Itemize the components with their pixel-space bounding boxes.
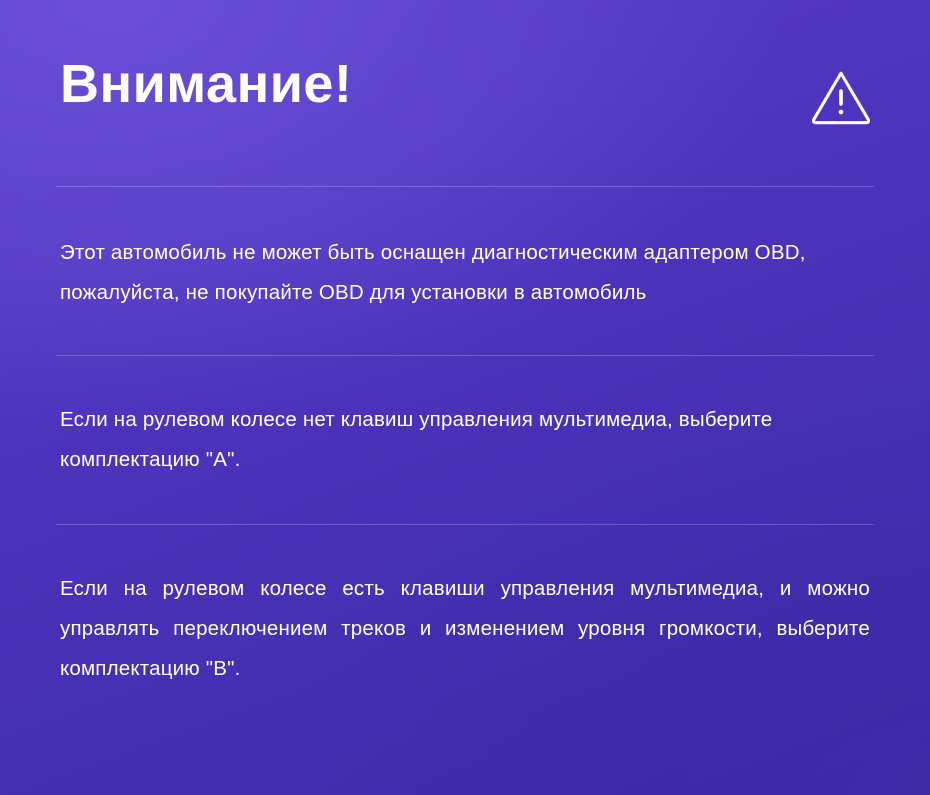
section-trim-a-notice [56, 356, 874, 524]
section-trim-b-notice [56, 525, 874, 733]
section-trim-b-text: Если на рулевом колесе есть клавиши управления мультимедиа, и можно управлять переключением треков и изменением уровня громкости, выберите комплектацию "B". [60, 576, 870, 680]
section-obd-notice [56, 187, 874, 355]
section-trim-a-text: Если на рулевом колесе нет клавиш управления мультимедиа, выберите комплектацию "А". [60, 407, 773, 471]
warning-triangle-icon [810, 66, 872, 128]
notice-header [56, 56, 874, 128]
page-title: Внимание! [60, 54, 353, 114]
section-obd-text: Этот автомобиль не может быть оснащен диагностическим адаптером OBD, пожалуйста, не покупайте OBD для установки в автомобиль [60, 241, 806, 304]
bottom-spacer [56, 733, 874, 773]
